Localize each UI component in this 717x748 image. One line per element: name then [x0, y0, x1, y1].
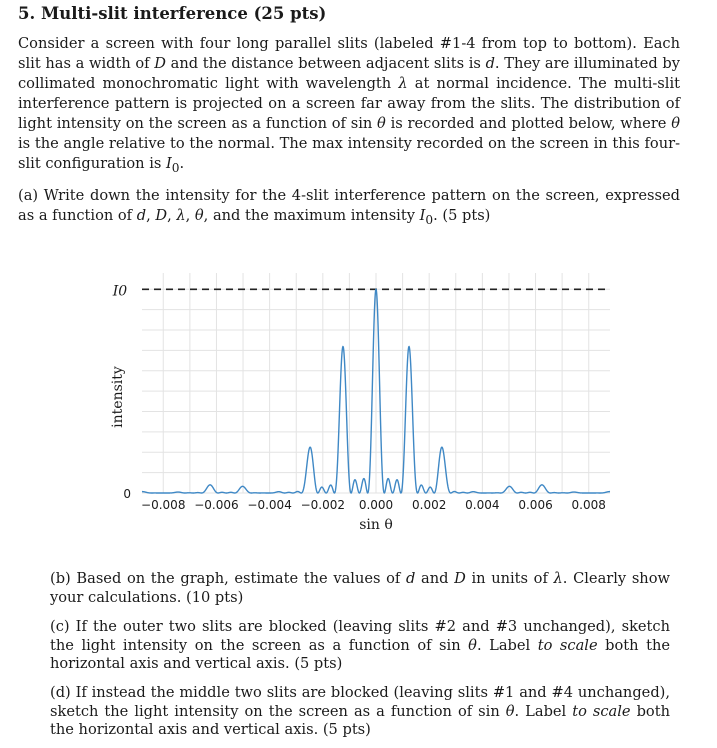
- x-tick-label: 0.002: [412, 498, 447, 512]
- x-tick-labels: [141, 498, 606, 512]
- x-tick-label: −0.006: [194, 498, 239, 512]
- y-axis-label: intensity: [110, 366, 126, 428]
- part-b: (b) Based on the graph, estimate the values of d and D in units of λ. Clearly show your calculations. (10 pts): [50, 570, 670, 606]
- x-tick-label: 0.000: [358, 498, 394, 512]
- part-d: (d) If instead the middle two slits are blocked (leaving slits #1 and #4 unchanged), sketch the light intensity on the screen as a function of sin θ. Label to scale both the horizontal axis and vertical axis. (5 pts): [50, 684, 670, 738]
- part-c: (c) If the outer two slits are blocked (leaving slits #2 and #3 unchanged), sketch the light intensity on the screen as a function of sin θ. Label to scale both the horizontal axis and vertical axis. (5 pts): [50, 618, 670, 672]
- x-tick-label: −0.002: [300, 498, 346, 512]
- x-axis-label: sin θ: [359, 517, 393, 533]
- x-tick-label: −0.008: [141, 498, 186, 512]
- y-tick-0: 0: [123, 487, 131, 501]
- problem-title: 5. Multi-slit interference (25 pts): [18, 4, 327, 23]
- problem-intro: Consider a screen with four long parallel slits (labeled #1-4 from top to bottom). Each slit has a width of D and the distance between adjacent slits is d. They are illuminated by collimated monochromatic light with wavelength λ at normal incidence. The multi-slit interference pattern is projected on a screen far away from the slits. The distribution of light intensity on the screen as a function of sin θ is recorded and plotted below, where θ is the angle relative to the normal. The max intensity recorded on the screen in this four-slit configuration is $I_0$.: [18, 35, 681, 175]
- x-tick-label: 0.008: [571, 498, 606, 512]
- x-tick-label: 0.006: [518, 498, 553, 512]
- x-tick-label: 0.004: [465, 498, 500, 512]
- x-tick-label: −0.004: [247, 498, 292, 512]
- chart-grid: [142, 273, 610, 493]
- part-a: (a) Write down the intensity for the 4-slit interference pattern on the screen, expressed as a function of d, D, λ, θ, and the maximum intensity $I_0$. (5 pts): [18, 187, 680, 227]
- y-tick-i0: I0: [112, 283, 128, 300]
- intensity-chart: [0, 255, 717, 540]
